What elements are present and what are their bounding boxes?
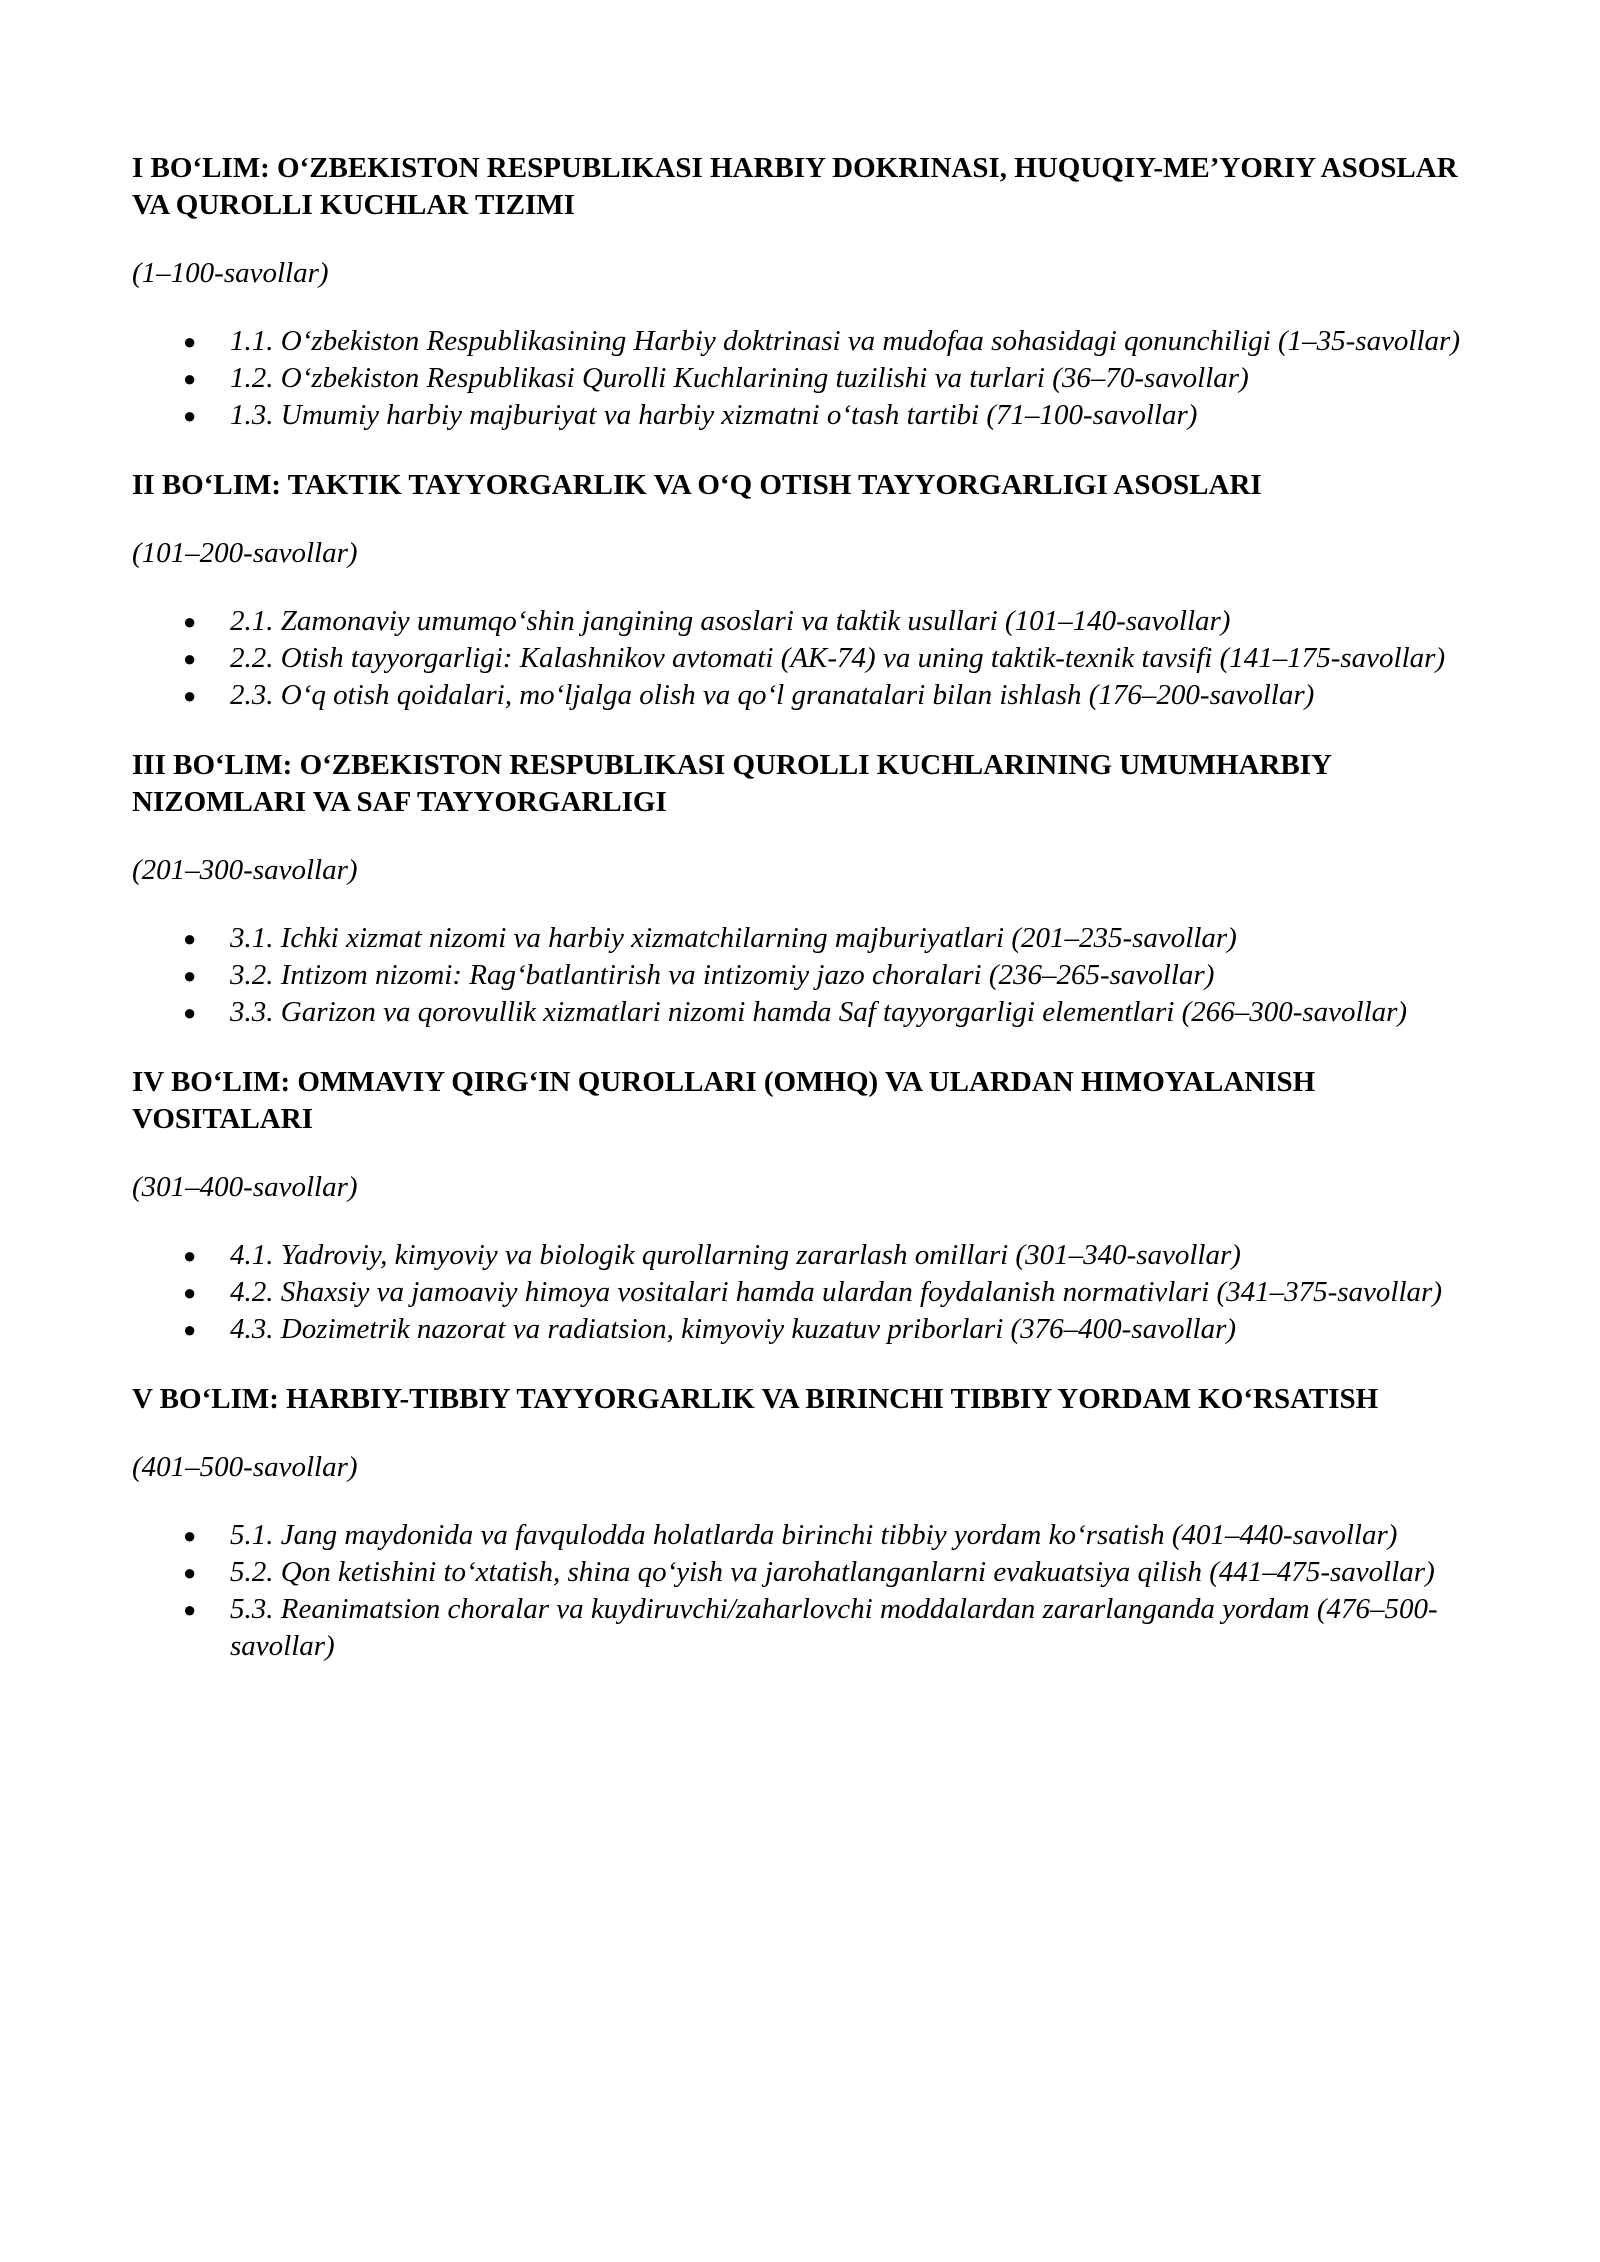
list-item — [132, 1591, 1512, 1665]
question-range: (201–300-savollar) — [132, 854, 358, 886]
list-item-text: 3.1. Ichki xizmat nizomi va harbiy xizmatchilarning majburiyatlari (201–235-savollar) — [230, 922, 1237, 954]
list-item-text: 1.3. Umumiy harbiy majburiyat va harbiy xizmatni o‘tash tartibi (71–100-savollar) — [230, 399, 1198, 431]
bullet-icon: ● — [183, 926, 197, 951]
section-title: II BO‘LIM: TAKTIK TAYYORGARLIK VA O‘Q OTISH TAYYORGARLIGI ASOSLARI — [132, 469, 1262, 501]
list-item — [132, 994, 1512, 1031]
subsection-list — [132, 920, 1500, 1031]
section-title: I BO‘LIM: O‘ZBEKISTON RESPUBLIKASI HARBIY DOKRINASI, HUQUQIY-ME’YORIY ASOSLAR VA QUROLLI KUCHLAR TIZIMI — [132, 152, 1458, 221]
list-item — [132, 1311, 1512, 1348]
subsection-list — [132, 1517, 1500, 1665]
bullet-icon: ● — [183, 329, 197, 354]
section-title: IV BO‘LIM: OMMAVIY QIRG‘IN QUROLLARI (OMHQ) VA ULARDAN HIMOYALANISH VOSITALARI — [132, 1066, 1316, 1135]
list-item-text: 4.3. Dozimetrik nazorat va radiatsion, kimyoviy kuzatuv priborlari (376–400-savollar) — [230, 1313, 1237, 1345]
subsection-list — [132, 1237, 1500, 1348]
list-item — [132, 1237, 1512, 1274]
list-item-text: 5.3. Reanimatsion choralar va kuydiruvchi/zaharlovchi moddalardan zararlanganda yordam (476–500-savollar) — [230, 1593, 1438, 1662]
list-item — [132, 603, 1512, 640]
list-item — [132, 397, 1512, 434]
bullet-icon: ● — [183, 403, 197, 428]
list-item — [132, 920, 1512, 957]
bullet-icon: ● — [183, 366, 197, 391]
bullet-icon: ● — [183, 1560, 197, 1585]
question-range: (401–500-savollar) — [132, 1451, 358, 1483]
list-item-text: 2.1. Zamonaviy umumqo‘shin jangining asoslari va taktik usullari (101–140-savollar) — [230, 605, 1231, 637]
list-item-text: 4.1. Yadroviy, kimyoviy va biologik qurollarning zararlash omillari (301–340-savollar) — [230, 1239, 1241, 1271]
list-item — [132, 677, 1512, 714]
list-item-text: 5.1. Jang maydonida va favqulodda holatlarda birinchi tibbiy yordam ko‘rsatish (401–440-savollar) — [230, 1519, 1398, 1551]
subsection-list — [132, 603, 1500, 714]
section-3 — [132, 747, 1500, 1031]
list-item — [132, 360, 1512, 397]
bullet-icon: ● — [183, 646, 197, 671]
bullet-icon: ● — [183, 963, 197, 988]
bullet-icon: ● — [183, 1000, 197, 1025]
list-item-text: 4.2. Shaxsiy va jamoaviy himoya vositalari hamda ulardan foydalanish normativlari (341–375-savollar) — [230, 1276, 1442, 1308]
section-5 — [132, 1381, 1500, 1665]
bullet-icon: ● — [183, 1523, 197, 1548]
bullet-icon: ● — [183, 683, 197, 708]
bullet-icon: ● — [183, 1280, 197, 1305]
bullet-icon: ● — [183, 1597, 197, 1622]
list-item — [132, 1274, 1512, 1311]
question-range: (1–100-savollar) — [132, 257, 329, 289]
section-4 — [132, 1064, 1500, 1348]
question-range: (101–200-savollar) — [132, 537, 358, 569]
list-item-text: 1.2. O‘zbekiston Respublikasi Qurolli Kuchlarining tuzilishi va turlari (36–70-savollar) — [230, 362, 1249, 394]
list-item — [132, 957, 1512, 994]
list-item-text: 3.2. Intizom nizomi: Rag‘batlantirish va intizomiy jazo choralari (236–265-savollar) — [230, 959, 1215, 991]
list-item — [132, 323, 1512, 360]
section-2 — [132, 467, 1500, 714]
bullet-icon: ● — [183, 1317, 197, 1342]
list-item-text: 2.3. O‘q otish qoidalari, mo‘ljalga olish va qo‘l granatalari bilan ishlash (176–200-savollar) — [230, 679, 1315, 711]
section-title: III BO‘LIM: O‘ZBEKISTON RESPUBLIKASI QUROLLI KUCHLARINING UMUMHARBIY NIZOMLARI VA SAF TAYYORGARLIGI — [132, 749, 1331, 818]
subsection-list — [132, 323, 1500, 434]
list-item — [132, 1517, 1512, 1554]
section-title: V BO‘LIM: HARBIY-TIBBIY TAYYORGARLIK VA BIRINCHI TIBBIY YORDAM KO‘RSATISH — [132, 1383, 1379, 1415]
list-item-text: 3.3. Garizon va qorovullik xizmatlari nizomi hamda Saf tayyorgarligi elementlari (266–300-savollar) — [230, 996, 1408, 1028]
list-item-text: 5.2. Qon ketishini to‘xtatish, shina qo‘yish va jarohatlanganlarni evakuatsiya qilish (441–475-savollar) — [230, 1556, 1435, 1588]
list-item-text: 2.2. Otish tayyorgarligi: Kalashnikov avtomati (AK-74) va uning taktik-texnik tavsifi (141–175-savollar) — [230, 642, 1446, 674]
bullet-icon: ● — [183, 609, 197, 634]
list-item — [132, 1554, 1512, 1591]
list-item-text: 1.1. O‘zbekiston Respublikasining Harbiy doktrinasi va mudofaa sohasidagi qonunchiligi (1–35-savollar) — [230, 325, 1460, 357]
question-range: (301–400-savollar) — [132, 1171, 358, 1203]
section-1 — [132, 150, 1500, 434]
bullet-icon: ● — [183, 1243, 197, 1268]
list-item — [132, 640, 1512, 677]
